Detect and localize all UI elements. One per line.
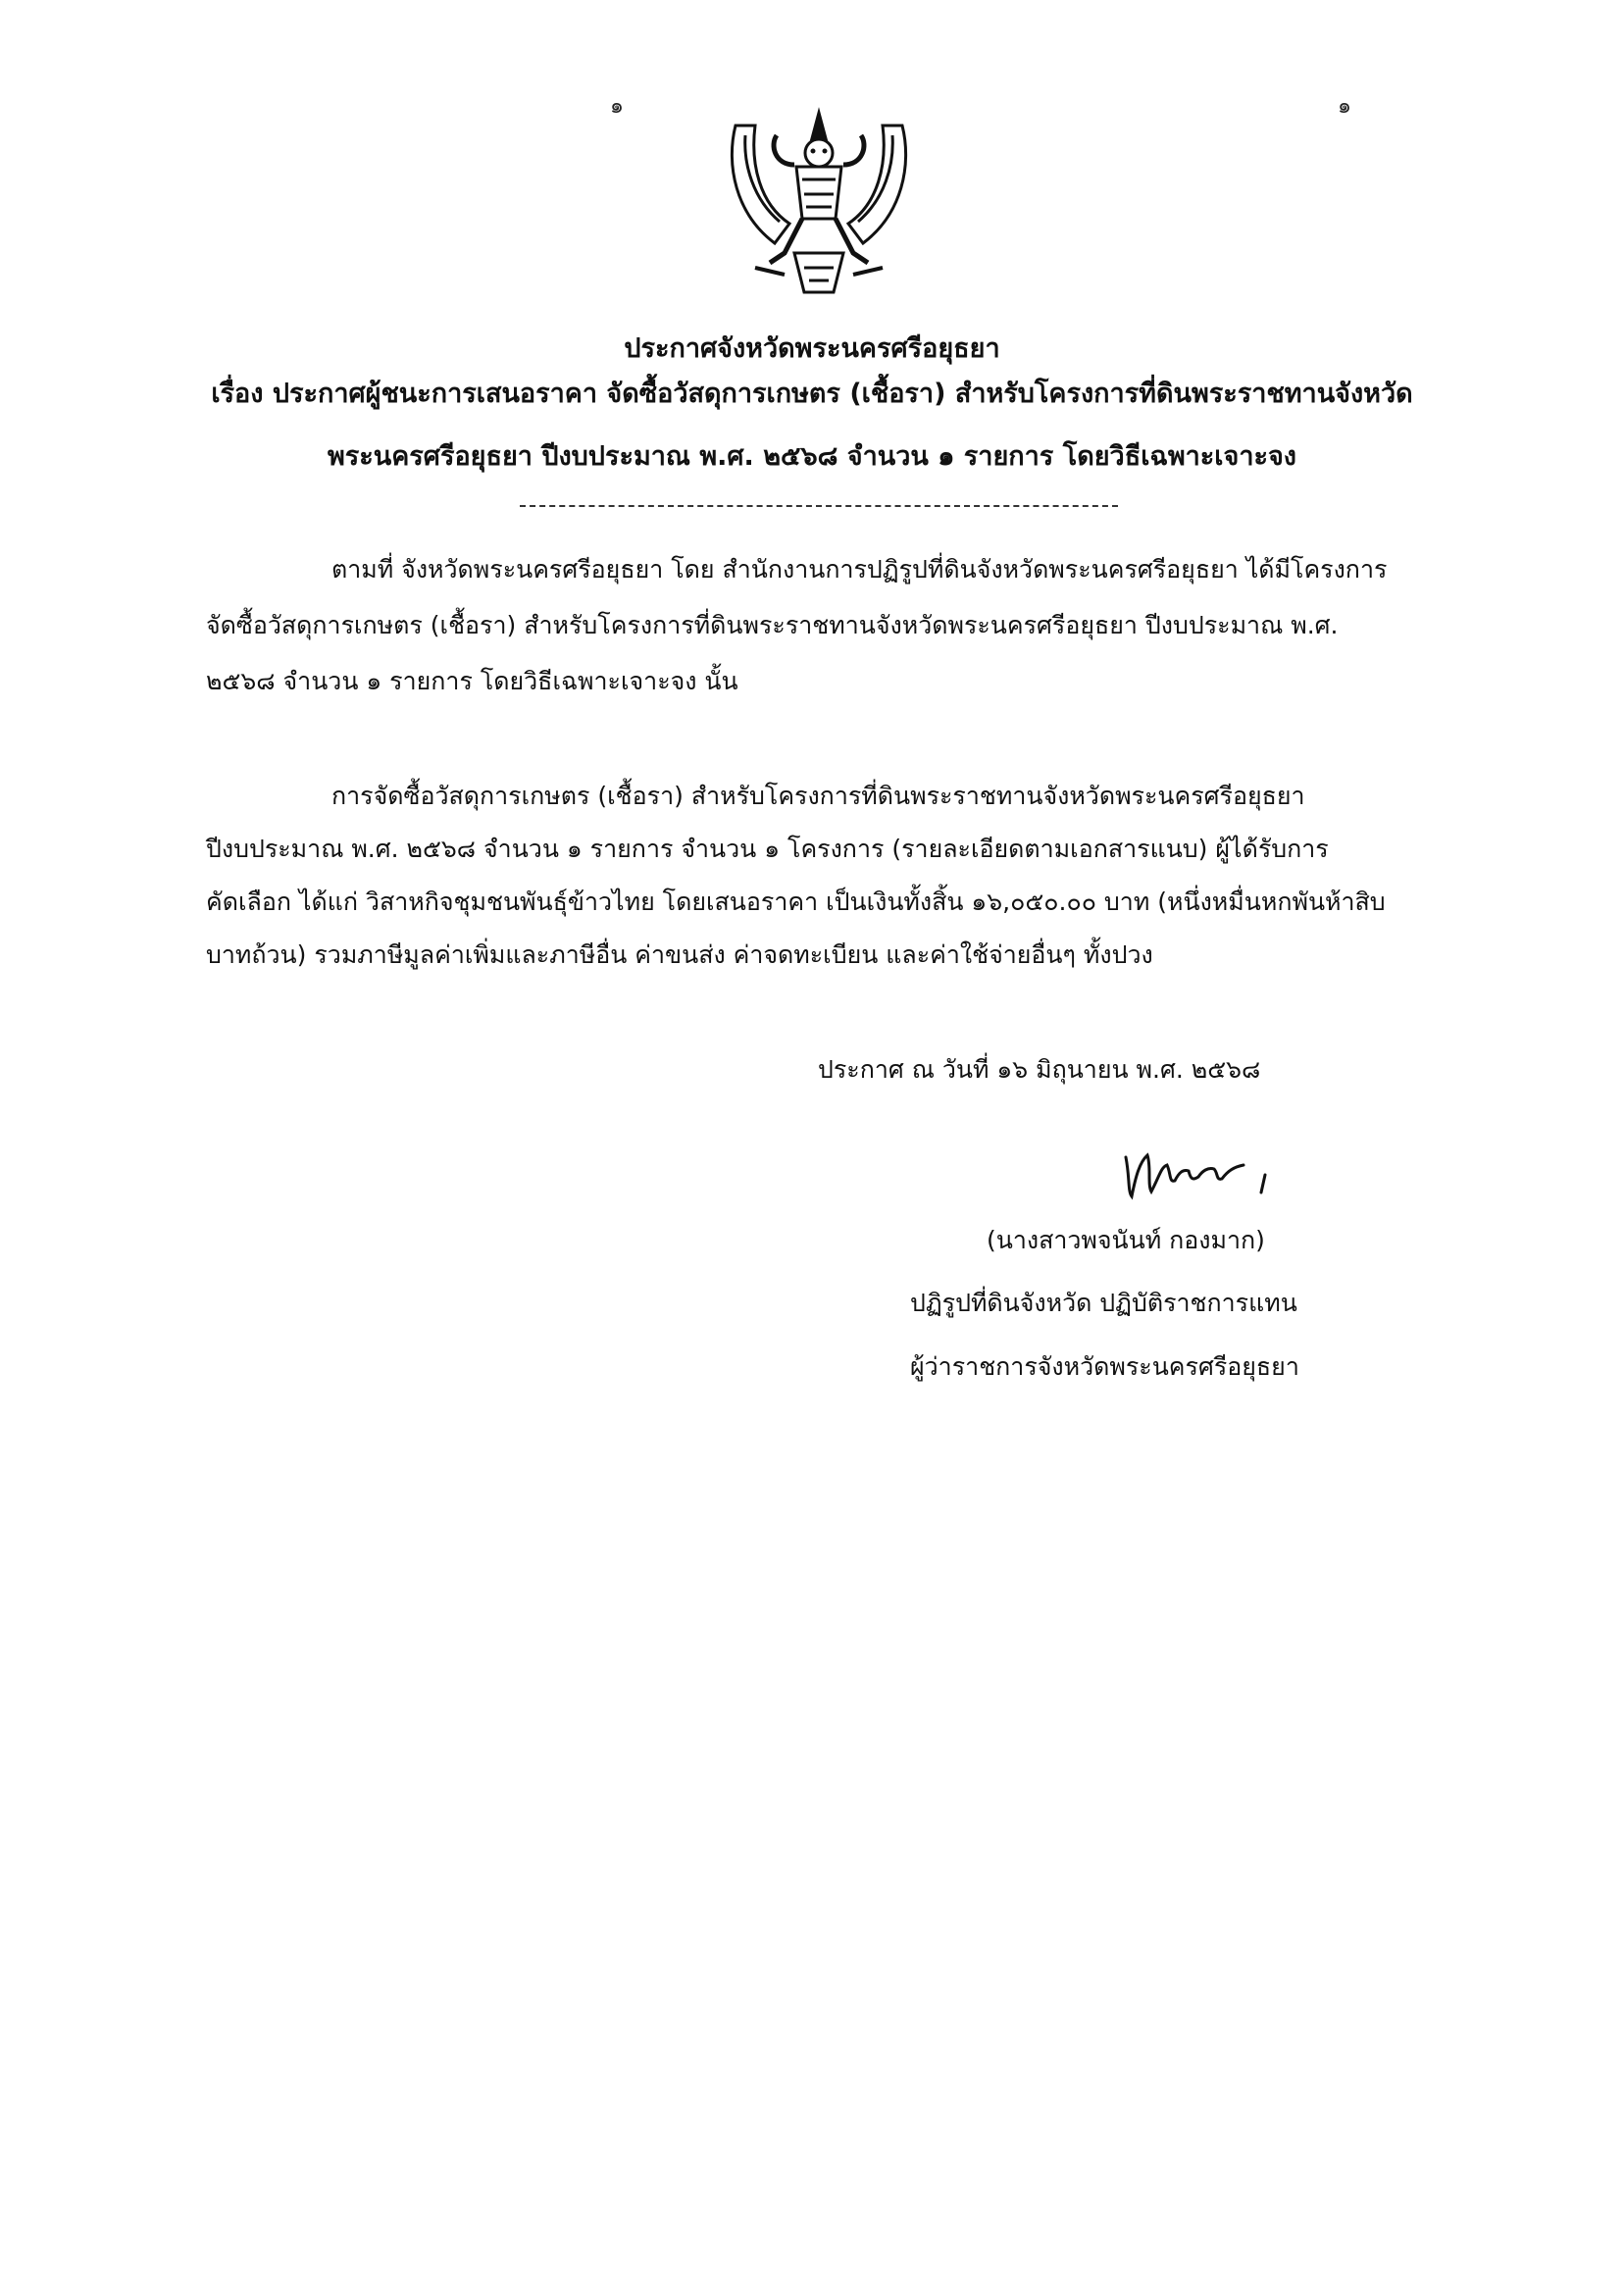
paragraph-2-line-1: การจัดซื้อวัสดุการเกษตร (เชื้อรา) สำหรับโครงการที่ดินพระราชทานจังหวัดพระนครศรีอยุธยา: [331, 782, 1305, 810]
paragraph-1-line-3: ๒๕๖๘ จำนวน ๑ รายการ โดยวิธีเฉพาะเจาะจง นั้น: [206, 667, 738, 695]
subject-line-2: พระนครศรีอยุธยา ปีงบประมาณ พ.ศ. ๒๕๖๘ จำนวน ๑ รายการ โดยวิธีเฉพาะเจาะจง: [327, 441, 1296, 472]
garuda-emblem-icon: [716, 106, 922, 302]
signatory-name: (นางสาวพจนันท์ กองมาก): [987, 1226, 1265, 1254]
paragraph-2-line-3: คัดเลือก ได้แก่ วิสาหกิจชุมชนพันธุ์ข้าวไทย โดยเสนอราคา เป็นเงินทั้งสิ้น ๑๖,๐๕๐.๐๐ บาท (หนึ่งหมื่นหกพันห้าสิบ: [206, 888, 1386, 916]
paragraph-1-line-2: จัดซื้อวัสดุการเกษตร (เชื้อรา) สำหรับโครงการที่ดินพระราชทานจังหวัดพระนครศรีอยุธยา ปีงบประมาณ พ.ศ.: [206, 611, 1339, 639]
signatory-position-2: ผู้ว่าราชการจังหวัดพระนครศรีอยุธยา: [910, 1352, 1299, 1381]
paragraph-2-line-2: ปีงบประมาณ พ.ศ. ๒๕๖๘ จำนวน ๑ รายการ จำนวน ๑ โครงการ (รายละเอียดตามเอกสารแนบ) ผู้ได้รับการ: [206, 835, 1329, 863]
subject-line-1: เรื่อง ประกาศผู้ชนะการเสนอราคา จัดซื้อวัสดุการเกษตร (เชื้อรา) สำหรับโครงการที่ดินพระราชทานจังหวัด: [211, 379, 1413, 409]
page-title: ประกาศจังหวัดพระนครศรีอยุธยา: [624, 333, 1000, 364]
page-mark-left: ๑: [610, 94, 624, 119]
dashed-divider: [520, 505, 1118, 507]
announcement-date: ประกาศ ณ วันที่ ๑๖ มิถุนายน พ.ศ. ๒๕๖๘: [818, 1055, 1261, 1084]
handwritten-signature: [1118, 1138, 1275, 1206]
paragraph-1-line-1: ตามที่ จังหวัดพระนครศรีอยุธยา โดย สำนักงานการปฏิรูปที่ดินจังหวัดพระนครศรีอยุธยา ได้มีโครงการ: [331, 555, 1388, 584]
paragraph-2-line-4: บาทถ้วน) รวมภาษีมูลค่าเพิ่มและภาษีอื่น ค่าขนส่ง ค่าจดทะเบียน และค่าใช้จ่ายอื่นๆ ทั้งปวง: [206, 940, 1153, 969]
signatory-position-1: ปฏิรูปที่ดินจังหวัด ปฏิบัติราชการแทน: [910, 1289, 1297, 1317]
page-mark-right: ๑: [1338, 94, 1351, 119]
